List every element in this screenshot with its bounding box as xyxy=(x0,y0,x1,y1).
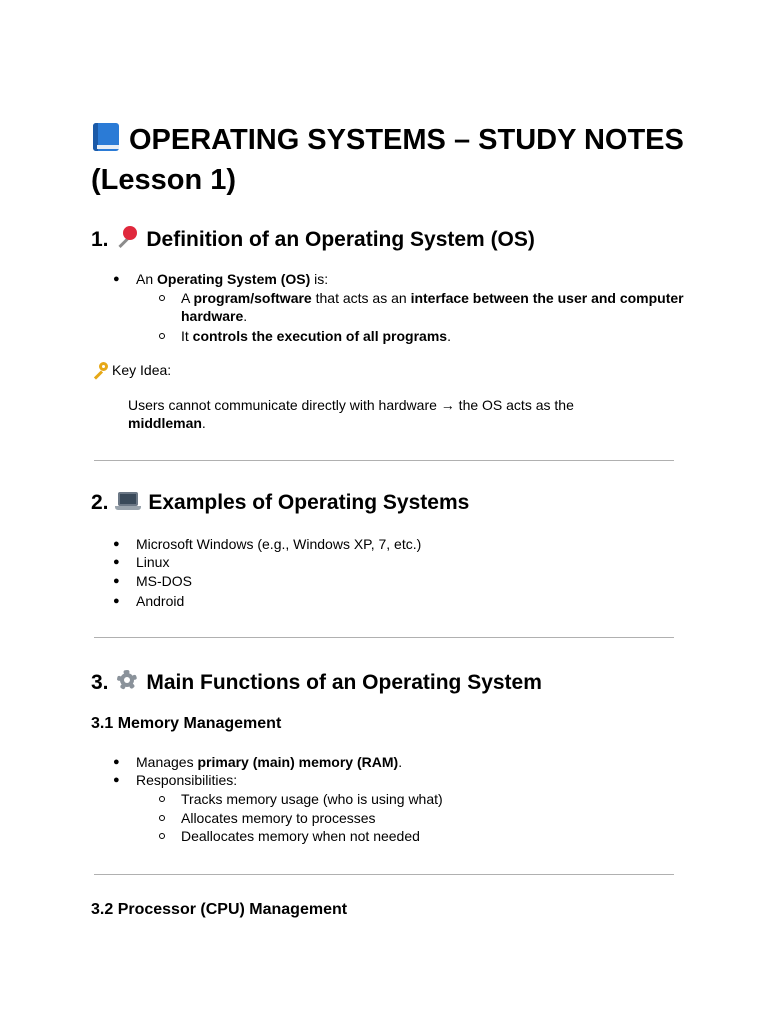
section-1-heading xyxy=(91,225,535,254)
bullet-circle xyxy=(159,833,165,839)
section-3-title: Main Functions of an Operating System xyxy=(146,671,542,694)
laptop-icon xyxy=(114,490,142,512)
section-2-number: 2. xyxy=(91,491,109,514)
subsection-3-2-heading: 3.2 Processor (CPU) Management xyxy=(91,901,348,918)
section-1-number: 1. xyxy=(91,228,109,251)
bullet-circle xyxy=(159,796,165,802)
bullet-dot: ● xyxy=(113,538,120,550)
bullet-dot: ● xyxy=(113,756,120,768)
bullet-dot: ● xyxy=(113,774,120,786)
bullet-dot: ● xyxy=(113,575,120,587)
blue-book-icon xyxy=(91,122,121,154)
section-3-heading xyxy=(91,667,542,697)
bullet-circle xyxy=(159,333,165,339)
page-title-text: OPERATING SYSTEMS – STUDY NOTES (Lesson 1) xyxy=(91,124,684,196)
bullet-dot: ● xyxy=(113,556,120,568)
document-page: OPERATING SYSTEMS – STUDY NOTES (Lesson 1) 1. Definition of an Operating System (OS) ● An Operating System (OS) is: A program/software that acts as an interface between the user and computer hardware. It controls the execution of all programs. Key Idea: Users cannot communicate directly with hardware → the OS acts as the middleman. 2. Examples of Operating Systems ● Microsoft Windows (e.g., Windows XP, 7, etc.) ● Linux ● MS-DOS ● Android 3. Main Functions of an Operating System 3.1 Memory Management ● Manages primary (main) memory (RAM). ● Responsibilities: Tracks memory usage (who is using what) Allocates memory to processes Deallocates memory when not needed 3.2 Processor (CPU) Management xyxy=(0,0,768,1024)
page-title xyxy=(91,120,691,200)
divider xyxy=(94,637,674,638)
divider xyxy=(94,460,674,461)
subsection-3-1-heading: 3.1 Memory Management xyxy=(91,715,282,732)
pushpin-icon xyxy=(114,225,140,249)
section-2-heading xyxy=(91,489,469,517)
divider xyxy=(94,874,674,875)
section-3-number: 3. xyxy=(91,671,109,694)
section-2-title: Examples of Operating Systems xyxy=(148,491,470,514)
bullet-circle xyxy=(159,295,165,301)
section-1-title: Definition of an Operating System (OS) xyxy=(146,228,535,251)
key-icon xyxy=(91,361,109,377)
bullet-dot: ● xyxy=(113,595,120,607)
bullet-circle xyxy=(159,815,165,821)
bullet-dot: ● xyxy=(113,273,120,285)
gear-icon xyxy=(114,667,140,693)
